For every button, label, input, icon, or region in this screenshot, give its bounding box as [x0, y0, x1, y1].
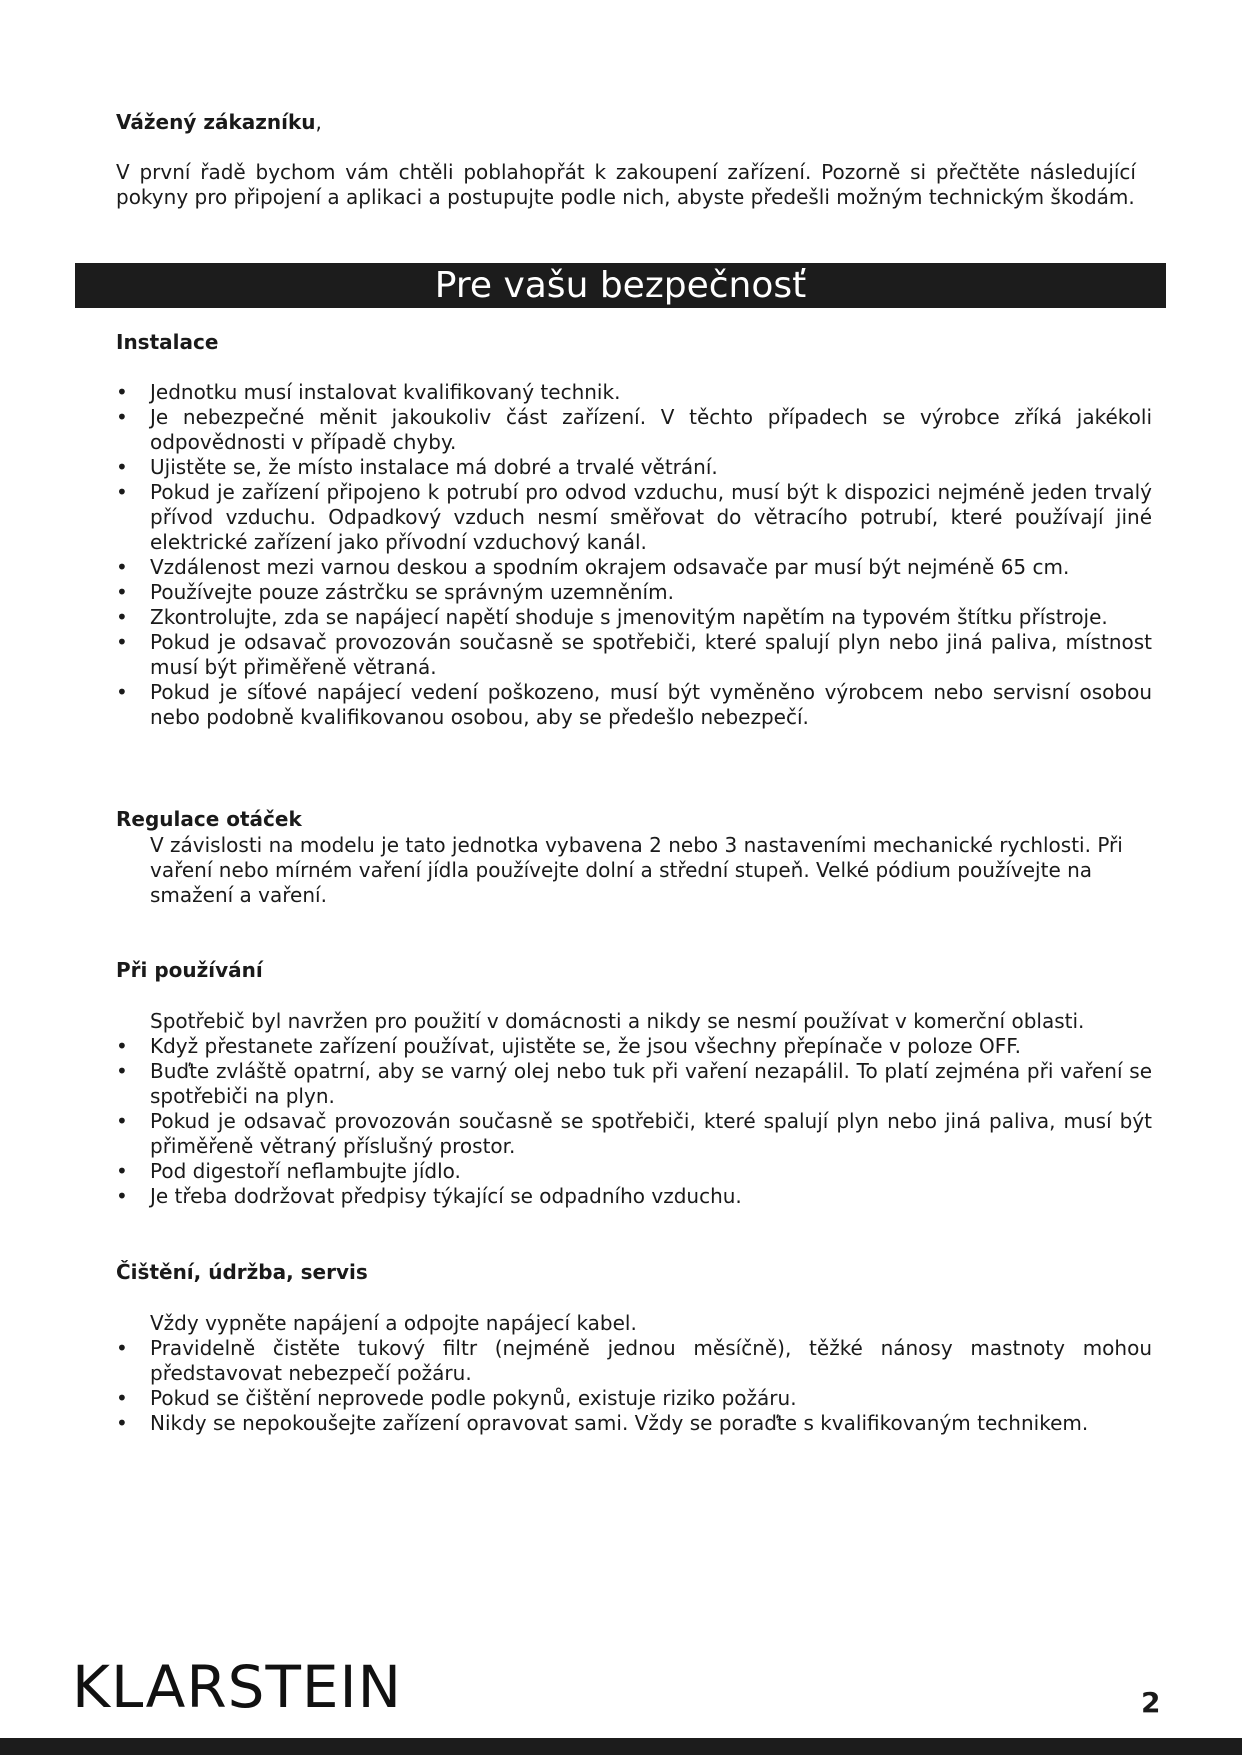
list-item: • Jednotku musí instalovat kvalifikovaný technik. — [116, 380, 1152, 405]
list-lead: Vždy vypněte napájení a odpojte napájecí kabel. — [150, 1311, 637, 1335]
list-item: • Buďte zvláště opatrní, aby se varný olej nebo tuk při vaření nezapálil. To platí zejména při vaření se spotřebiči na plyn. — [116, 1059, 1152, 1109]
list-lead: Spotřebič byl navržen pro použití v domácnosti a nikdy se nesmí používat v komerční oblasti. — [150, 1009, 1085, 1033]
list-item: • Pokud je síťové napájecí vedení poškozeno, musí být vyměněno výrobcem nebo servisní osobou nebo podobně kvalifikovanou osobou, aby se předešlo nebezpečí. — [116, 680, 1152, 730]
safety-banner — [75, 263, 1166, 308]
section-heading-installation: Instalace — [116, 330, 219, 354]
list-item: • Zkontrolujte, zda se napájecí napětí shoduje s jmenovitým napětím na typovém štítku přístroje. — [116, 605, 1152, 630]
footer-bar — [0, 1738, 1242, 1755]
usage-list — [116, 1009, 1152, 1209]
greeting-punct: , — [315, 110, 322, 134]
section-heading-usage: Při používání — [116, 958, 263, 982]
cleaning-list — [116, 1311, 1152, 1436]
list-item: • Pravidelně čistěte tukový filtr (nejméně jednou měsíčně), těžké nánosy mastnoty mohou představovat nebezpečí požáru. — [116, 1336, 1152, 1386]
section-heading-speed: Regulace otáček — [116, 807, 302, 831]
list-item: • Nikdy se nepokoušejte zařízení opravovat sami. Vždy se poraďte s kvalifikovaným technikem. — [116, 1411, 1152, 1436]
installation-list — [116, 380, 1152, 730]
list-item: • Pokud je odsavač provozován současně se spotřebiči, které spalují plyn nebo jiná paliva, musí být přiměřeně větraný příslušný prostor. — [116, 1109, 1152, 1159]
brand-logo: KLARSTEIN — [72, 1653, 403, 1721]
intro-paragraph: V první řadě bychom vám chtěli poblahopřát k zakoupení zařízení. Pozorně si přečtěte následující pokyny pro připojení a aplikaci a postupujte podle nich, abyste předešli možným technickým škodám. — [116, 160, 1136, 209]
list-item: • Pod digestoří neflambujte jídlo. — [116, 1159, 1152, 1184]
list-item: • Je třeba dodržovat předpisy týkající se odpadního vzduchu. — [116, 1184, 1152, 1209]
list-item: • Pokud se čištění neprovede podle pokynů, existuje riziko požáru. — [116, 1386, 1152, 1411]
list-item: • Vzdálenost mezi varnou deskou a spodním okrajem odsavače par musí být nejméně 65 cm. — [116, 555, 1152, 580]
list-item: • Když přestanete zařízení používat, ujistěte se, že jsou všechny přepínače v poloze OFF. — [116, 1034, 1152, 1059]
list-item: • Pokud je zařízení připojeno k potrubí pro odvod vzduchu, musí být k dispozici nejméně jeden trvalý přívod vzduchu. Odpadkový vzduch nesmí směřovat do větracího potrubí, které používají jiné elektrické zařízení jako přívodní vzduchový kanál. — [116, 480, 1152, 555]
greeting-name: Vážený zákazníku — [116, 110, 316, 134]
speed-paragraph: V závislosti na modelu je tato jednotka vybavena 2 nebo 3 nastaveními mechanické rychlosti. Při vaření nebo mírném vaření jídla používejte dolní a střední stupeň. Velké pódium používejte na smažení a vaření. — [150, 833, 1123, 907]
list-item: • Je nebezpečné měnit jakoukoliv část zařízení. V těchto případech se výrobce zříká jakékoli odpovědnosti v případě chyby. — [116, 405, 1152, 455]
list-item: • Používejte pouze zástrčku se správným uzemněním. — [116, 580, 1152, 605]
page-number: 2 — [1141, 1686, 1161, 1719]
list-item: • Pokud je odsavač provozován současně se spotřebiči, které spalují plyn nebo jiná paliva, místnost musí být přiměřeně větraná. — [116, 630, 1152, 680]
banner-title: Pre vašu bezpečnosť — [434, 265, 807, 306]
list-item: • Ujistěte se, že místo instalace má dobré a trvalé větrání. — [116, 455, 1152, 480]
greeting — [116, 110, 322, 134]
section-heading-cleaning: Čištění, údržba, servis — [116, 1260, 368, 1284]
